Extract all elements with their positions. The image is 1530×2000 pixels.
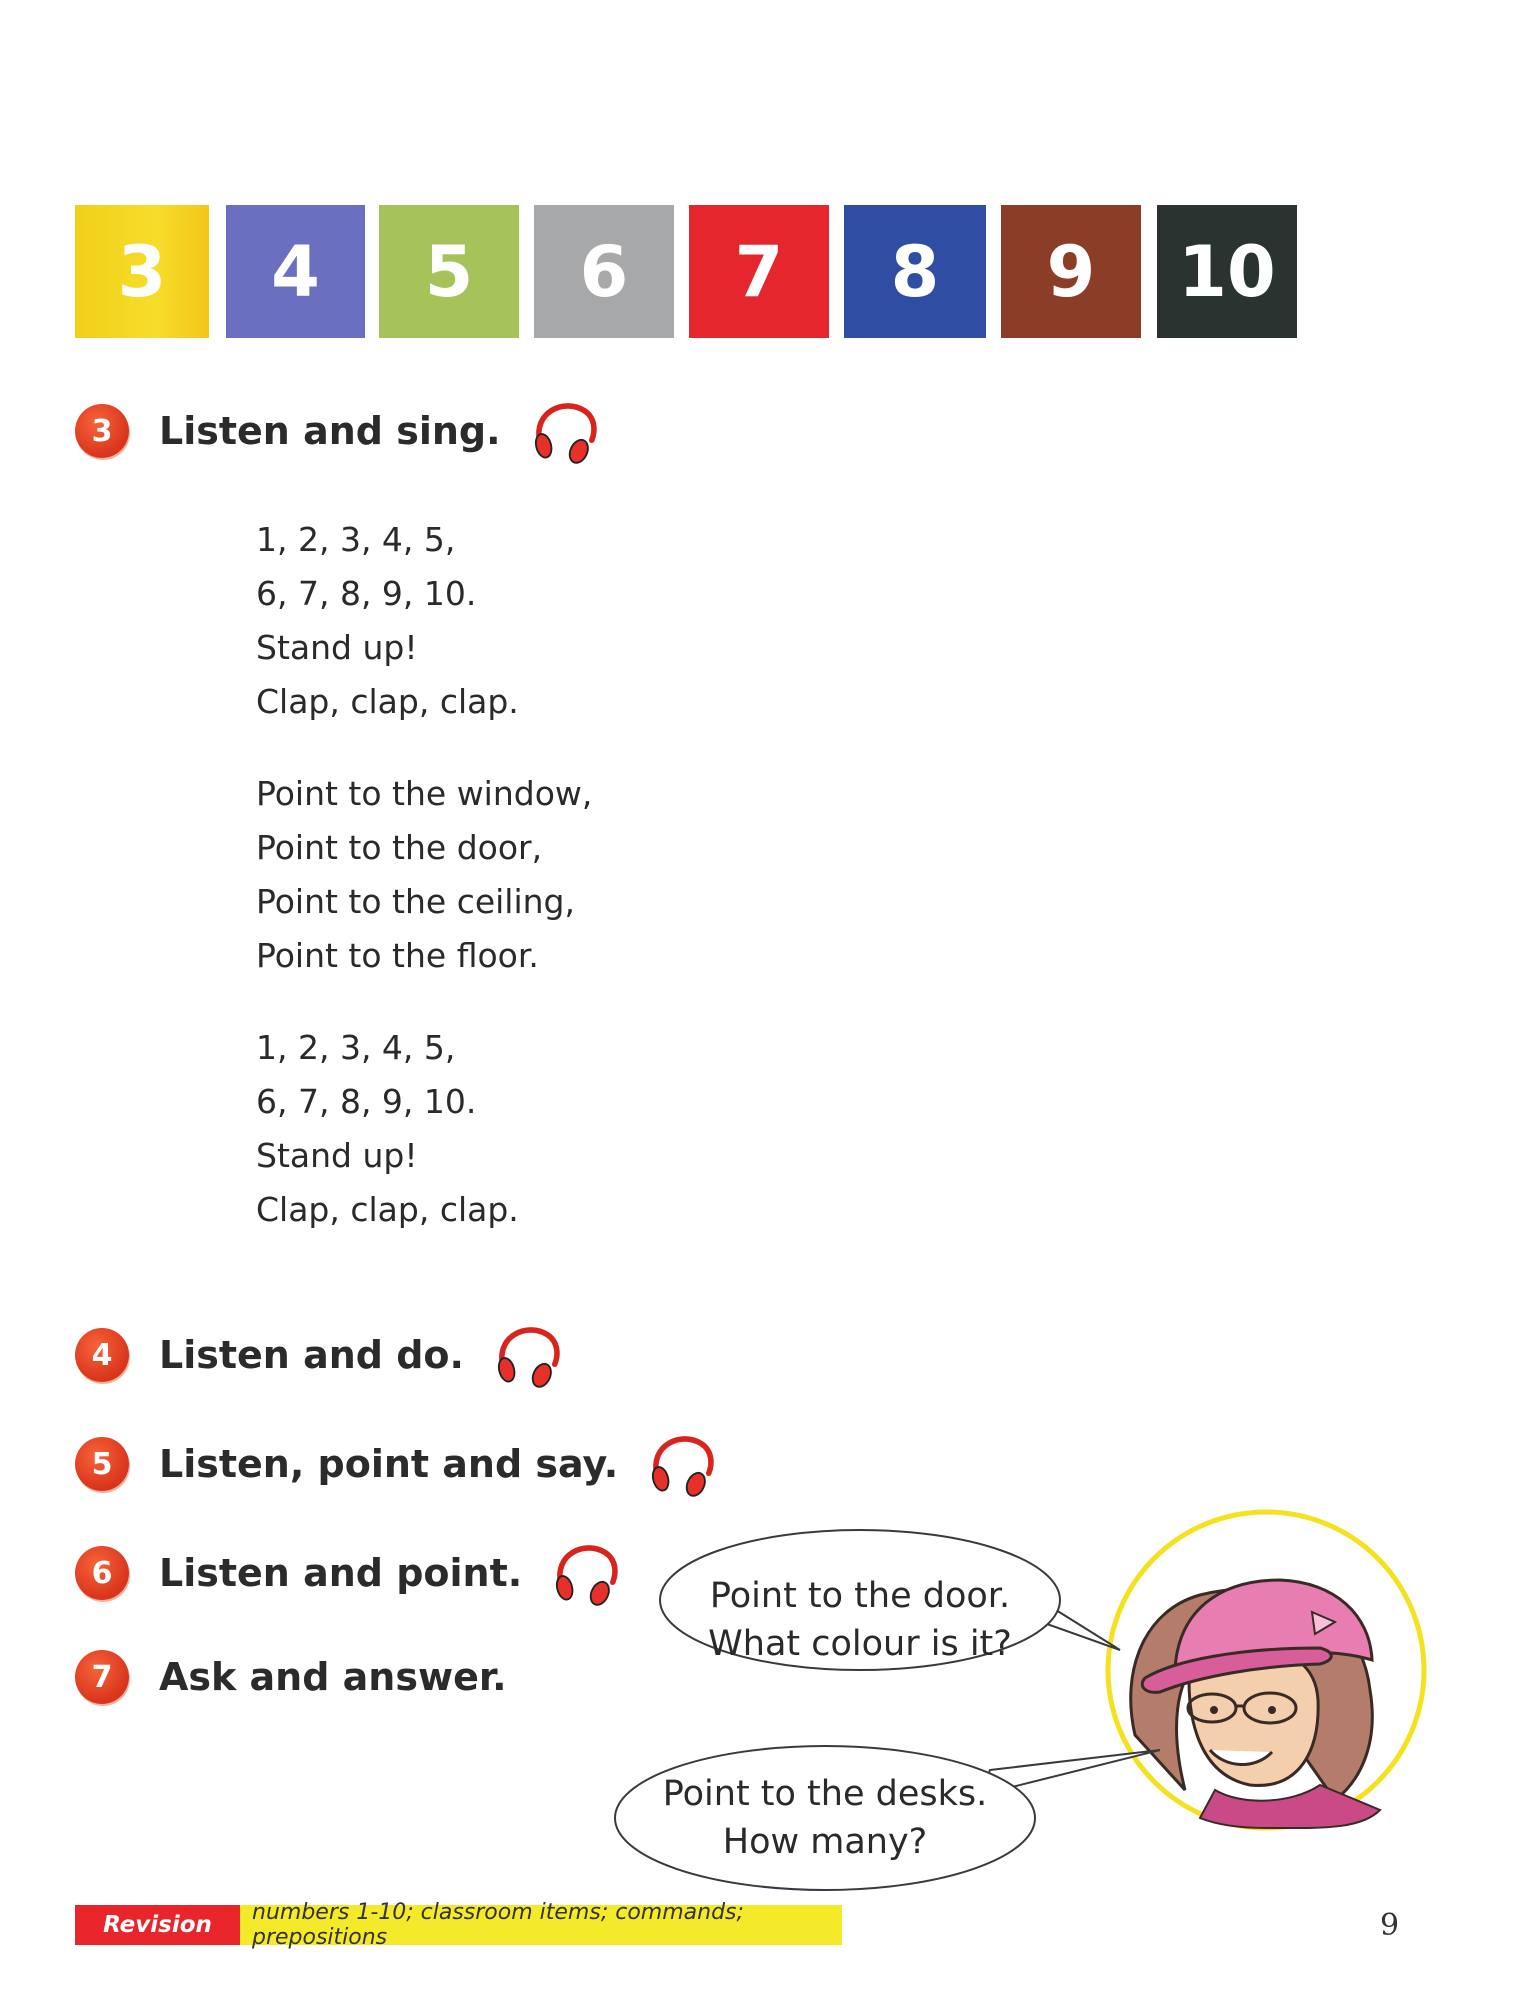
headphones-icon[interactable]: [527, 394, 601, 468]
exercise-title: Ask and answer.: [159, 1655, 507, 1699]
number-tile-3: 3: [75, 205, 209, 338]
speech-line: How many?: [722, 1822, 928, 1862]
song-line: Stand up!: [256, 1136, 418, 1175]
song-lyrics: [256, 513, 592, 1237]
number-tile-8: 8: [844, 205, 986, 338]
exercise-title: Listen and do.: [159, 1333, 464, 1377]
number-tile-10: 10: [1157, 205, 1297, 338]
number-tile-5: 5: [379, 205, 519, 338]
exercise-5: [75, 1427, 718, 1501]
speech-line: Point to the door.: [709, 1576, 1011, 1616]
exercise-title: Listen, point and say.: [159, 1442, 619, 1486]
page-number: 9: [1380, 1908, 1400, 1943]
speech-line: Point to the desks.: [662, 1774, 988, 1814]
song-line: Point to the window,: [256, 774, 593, 813]
revision-footer: [75, 1900, 842, 1950]
song-line: Stand up!: [256, 628, 418, 667]
speech-line: What colour is it?: [708, 1624, 1012, 1664]
headphones-icon[interactable]: [490, 1318, 564, 1392]
exercise-3: [75, 394, 601, 468]
song-verse: [256, 767, 592, 983]
song-verse: [256, 513, 592, 729]
song-line: Clap, clap, clap.: [256, 1190, 519, 1229]
number-tile-9: 9: [1001, 205, 1141, 338]
exercise-number-badge: 5: [75, 1437, 129, 1491]
exercise-title: Listen and point.: [159, 1551, 523, 1595]
exercise-number-badge: 6: [75, 1546, 129, 1600]
speech-bubble-1-text: [660, 1572, 1060, 1668]
exercise-4: [75, 1318, 564, 1392]
exercise-number-badge: 4: [75, 1328, 129, 1382]
song-verse: [256, 1021, 592, 1237]
revision-label: Revision: [75, 1905, 240, 1945]
song-line: Point to the door,: [256, 828, 543, 867]
exercise-7: [75, 1650, 507, 1704]
exercise-title: Listen and sing.: [159, 409, 501, 453]
song-line: 6, 7, 8, 9, 10.: [256, 1082, 477, 1121]
song-line: Clap, clap, clap.: [256, 682, 519, 721]
number-tile-7: 7: [689, 205, 829, 338]
speech-bubble-2-text: [625, 1770, 1025, 1866]
exercise-number-badge: 7: [75, 1650, 129, 1704]
song-line: Point to the ceiling,: [256, 882, 575, 921]
song-line: 1, 2, 3, 4, 5,: [256, 520, 456, 559]
exercise-6: [75, 1536, 622, 1610]
song-line: 6, 7, 8, 9, 10.: [256, 574, 477, 613]
exercise-number-badge: 3: [75, 404, 129, 458]
song-line: Point to the floor.: [256, 936, 539, 975]
number-tile-6: 6: [534, 205, 674, 338]
headphones-icon[interactable]: [644, 1427, 718, 1501]
revision-topics: numbers 1-10; classroom items; commands; prepositions: [240, 1905, 842, 1945]
number-tile-4: 4: [226, 205, 365, 338]
song-line: 1, 2, 3, 4, 5,: [256, 1028, 456, 1067]
